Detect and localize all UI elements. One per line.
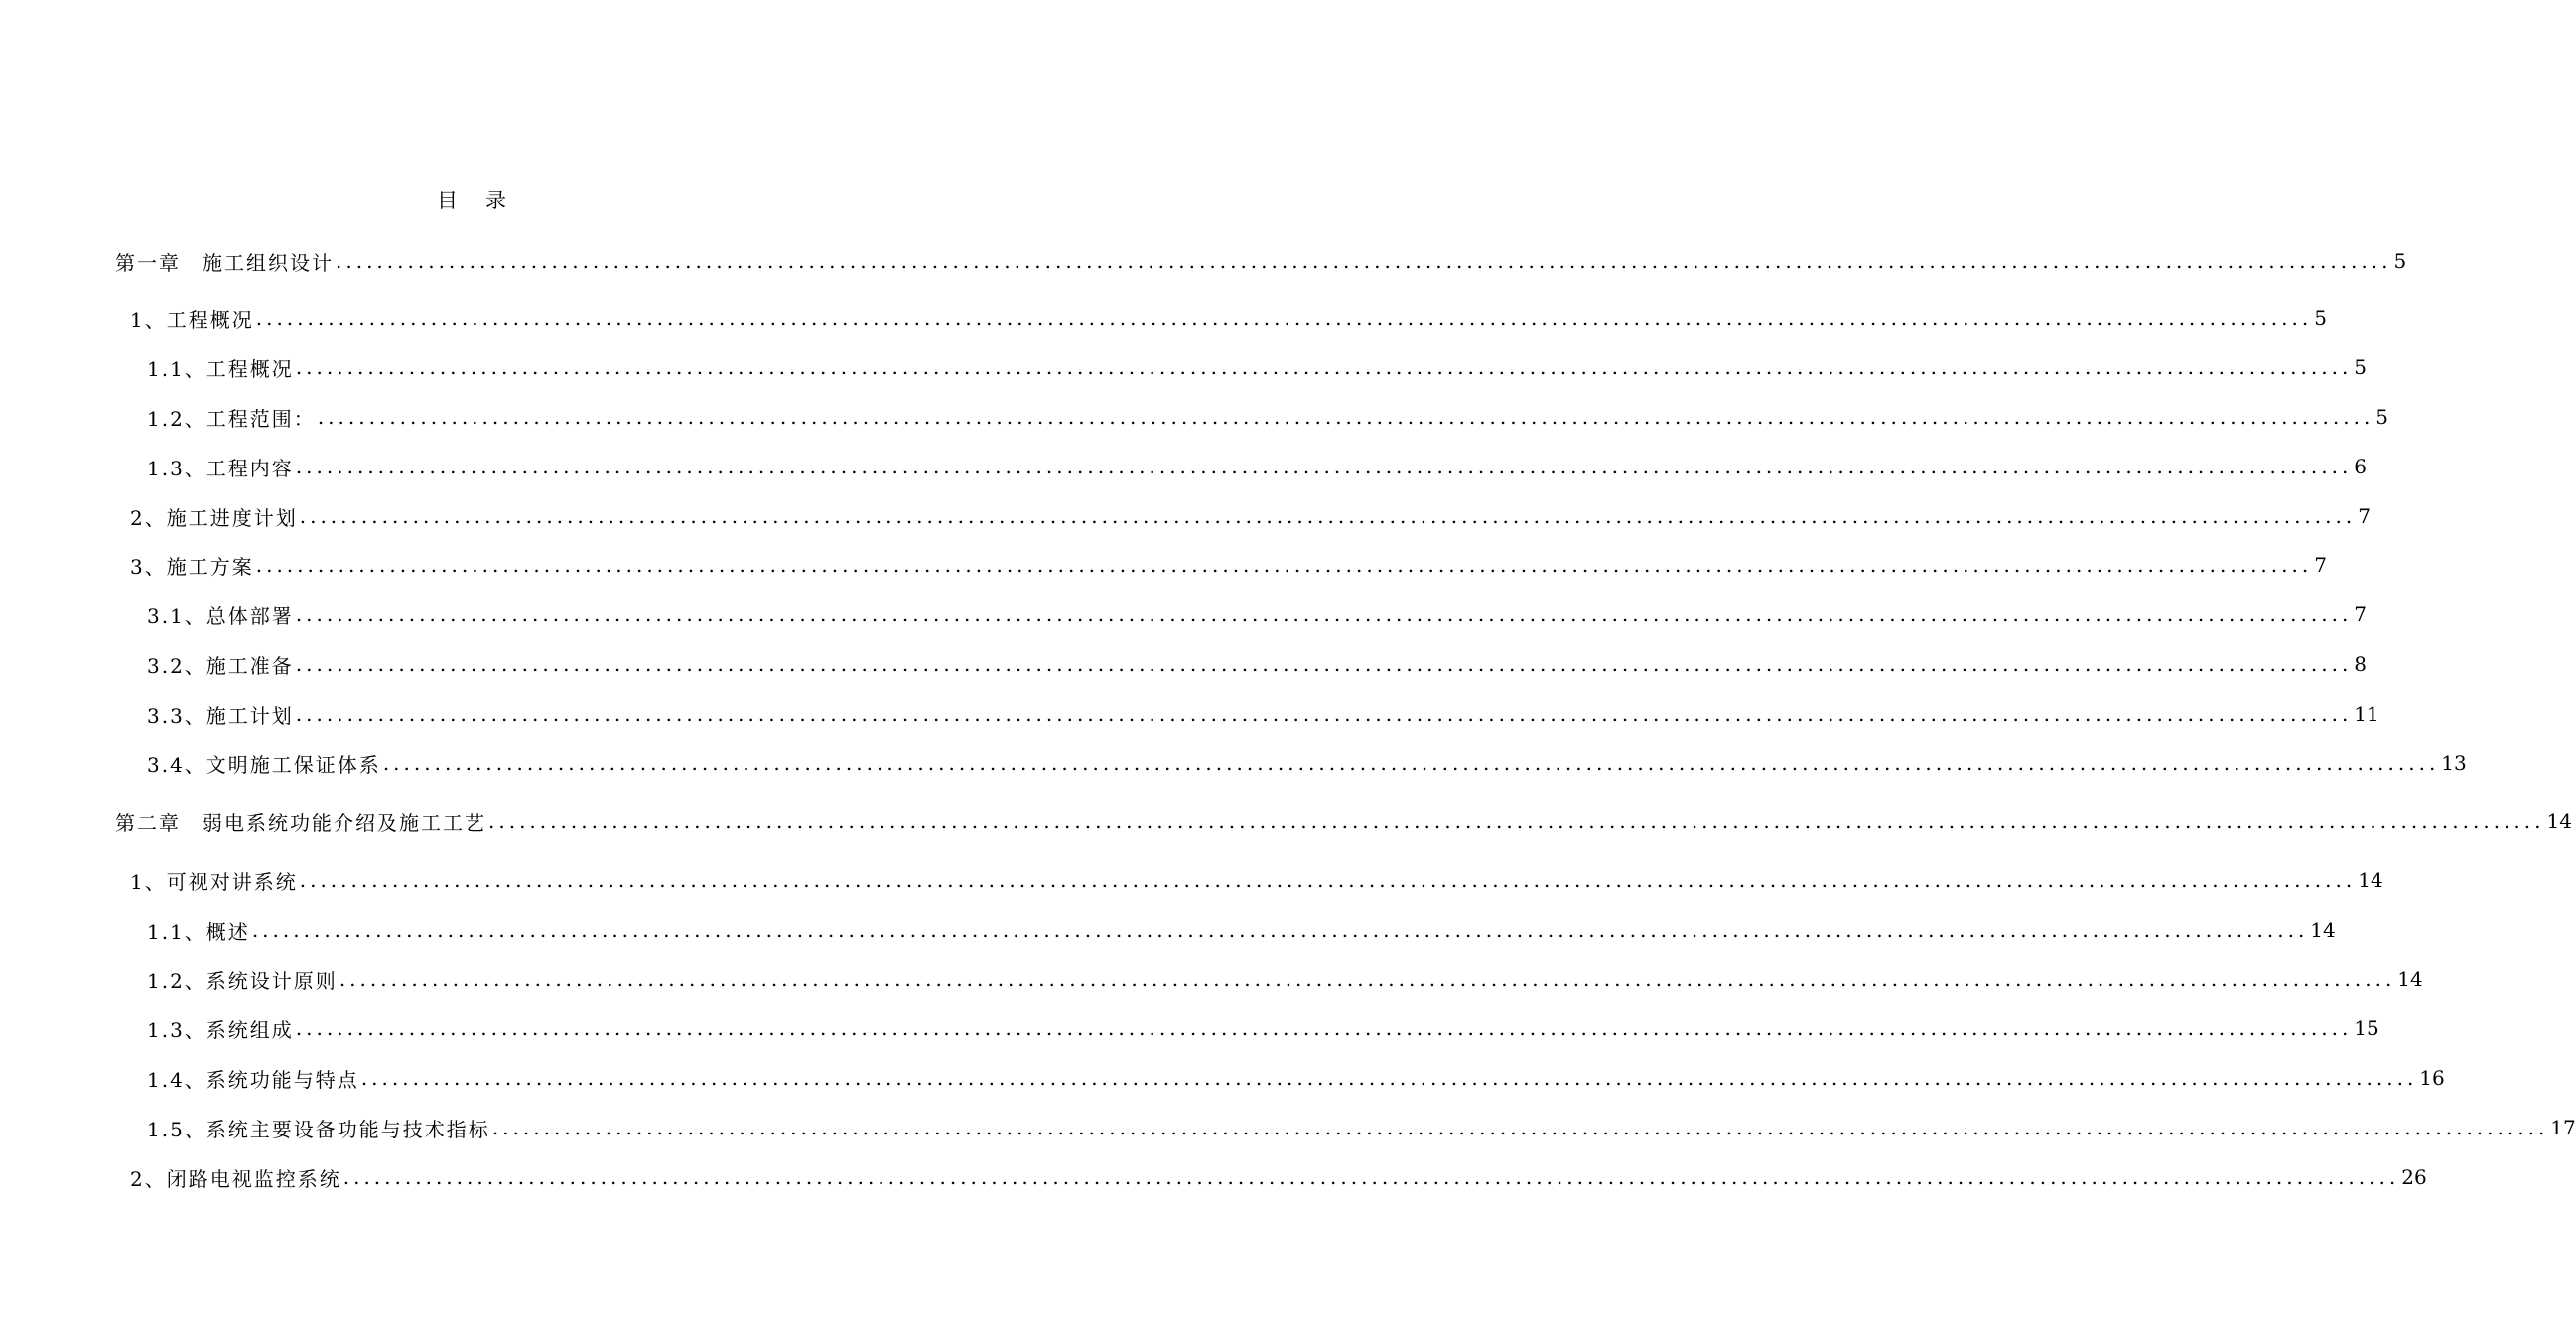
toc-entry[interactable]	[147, 1113, 2576, 1142]
toc-entry-label	[115, 807, 486, 836]
toc-page-number: 5	[2393, 249, 2407, 273]
toc-title: 目录	[437, 189, 534, 212]
toc-entry[interactable]	[115, 806, 2572, 836]
toc-entry-text: 3.3、施工计划	[147, 703, 294, 728]
dot-leader: ........................................................................................................................................................................................................	[295, 702, 2353, 726]
toc-entry[interactable]	[147, 964, 2423, 994]
toc-entry-text: 3、施工方案	[130, 554, 254, 579]
toc-entry-text: 1.3、系统组成	[147, 1017, 294, 1042]
toc-chapter-number: 第二章	[115, 810, 181, 835]
toc-entry[interactable]	[130, 1162, 2427, 1192]
toc-entry[interactable]	[115, 246, 2407, 276]
toc-entry[interactable]	[147, 649, 2368, 679]
toc-page-number: 5	[2375, 405, 2389, 429]
toc-entry[interactable]	[147, 699, 2379, 729]
toc-entry[interactable]	[130, 866, 2383, 895]
toc-entry-text: 3.1、总体部署	[147, 603, 294, 628]
toc-entry-text: 弱电系统功能介绍及施工工艺	[203, 810, 486, 835]
dot-leader: ........................................................................................................................................................................................................	[295, 602, 2353, 626]
toc-entry-text: 1.3、工程内容	[147, 456, 294, 480]
dot-leader: ........................................................................................................................................................................................................	[295, 455, 2353, 478]
toc-entry[interactable]	[147, 1063, 2445, 1093]
toc-entry-text: 1.2、系统设计原则	[147, 968, 338, 993]
toc-page-number: 7	[2358, 504, 2371, 528]
toc-entry[interactable]	[130, 303, 2327, 333]
dot-leader: ........................................................................................................................................................................................................	[336, 249, 2392, 273]
toc-page-number: 16	[2419, 1066, 2445, 1090]
dot-leader: ........................................................................................................................................................................................................	[255, 553, 2313, 577]
toc-entry[interactable]	[147, 748, 2467, 778]
dot-leader: ........................................................................................................................................................................................................	[295, 652, 2353, 676]
toc-entry-text: 1.2、工程范围：	[147, 406, 316, 431]
toc-entry[interactable]	[147, 600, 2368, 629]
dot-leader: ........................................................................................................................................................................................................	[491, 1116, 2549, 1139]
toc-entry[interactable]	[147, 452, 2368, 481]
toc-entry[interactable]	[130, 501, 2371, 531]
dot-leader: ........................................................................................................................................................................................................	[295, 1016, 2353, 1040]
dot-leader: ........................................................................................................................................................................................................	[255, 306, 2313, 330]
toc-page-number: 15	[2354, 1016, 2379, 1040]
toc-entry[interactable]	[147, 352, 2368, 382]
dot-leader: ........................................................................................................................................................................................................	[342, 1165, 2400, 1189]
toc-entry[interactable]	[130, 550, 2327, 580]
dot-leader: ........................................................................................................................................................................................................	[317, 405, 2374, 429]
toc-entry[interactable]	[147, 915, 2336, 945]
dot-leader: ........................................................................................................................................................................................................	[382, 751, 2440, 775]
dot-leader: ........................................................................................................................................................................................................	[360, 1066, 2418, 1090]
toc-entry-text: 3.2、施工准备	[147, 653, 294, 678]
toc-page-number: 11	[2354, 702, 2379, 726]
toc-entry[interactable]	[147, 1013, 2379, 1043]
toc-page-number: 6	[2354, 455, 2368, 478]
toc-page-number: 7	[2354, 602, 2368, 626]
dot-leader: ........................................................................................................................................................................................................	[251, 918, 2309, 942]
toc-page-number: 5	[2314, 306, 2327, 330]
toc-page-number: 14	[2310, 918, 2336, 942]
dot-leader: ........................................................................................................................................................................................................	[299, 504, 2357, 528]
toc-page-number: 17	[2550, 1116, 2576, 1139]
toc-entry-text: 1.5、系统主要设备功能与技术指标	[147, 1117, 490, 1141]
toc-entry-label	[115, 247, 334, 276]
dot-leader: ........................................................................................................................................................................................................	[488, 809, 2545, 833]
toc-chapter-number: 第一章	[115, 250, 181, 275]
toc-entry-text: 1、工程概况	[130, 307, 254, 332]
dot-leader: ........................................................................................................................................................................................................	[299, 868, 2357, 892]
toc-page-number: 5	[2354, 355, 2368, 379]
toc-page-number: 8	[2354, 652, 2368, 676]
toc-page-number: 7	[2314, 553, 2327, 577]
toc-entry-text: 2、施工进度计划	[130, 505, 298, 530]
toc-page-number: 14	[2546, 809, 2572, 833]
toc-entry-text: 1.4、系统功能与特点	[147, 1067, 359, 1092]
toc-entry-text: 1.1、工程概况	[147, 356, 294, 381]
toc-entry-text: 3.4、文明施工保证体系	[147, 752, 381, 777]
toc-entry-text: 2、闭路电视监控系统	[130, 1166, 341, 1191]
dot-leader: ........................................................................................................................................................................................................	[339, 967, 2396, 991]
toc-page-number: 13	[2441, 751, 2467, 775]
toc-entry-text: 1.1、概述	[147, 919, 250, 944]
toc-page-number: 14	[2397, 967, 2423, 991]
dot-leader: ........................................................................................................................................................................................................	[295, 355, 2353, 379]
toc-page-number: 26	[2401, 1165, 2427, 1189]
toc-entry-text: 1、可视对讲系统	[130, 869, 298, 894]
toc-entry[interactable]	[147, 402, 2389, 432]
toc-page-number: 14	[2358, 868, 2383, 892]
toc-entry-text: 施工组织设计	[203, 250, 334, 275]
